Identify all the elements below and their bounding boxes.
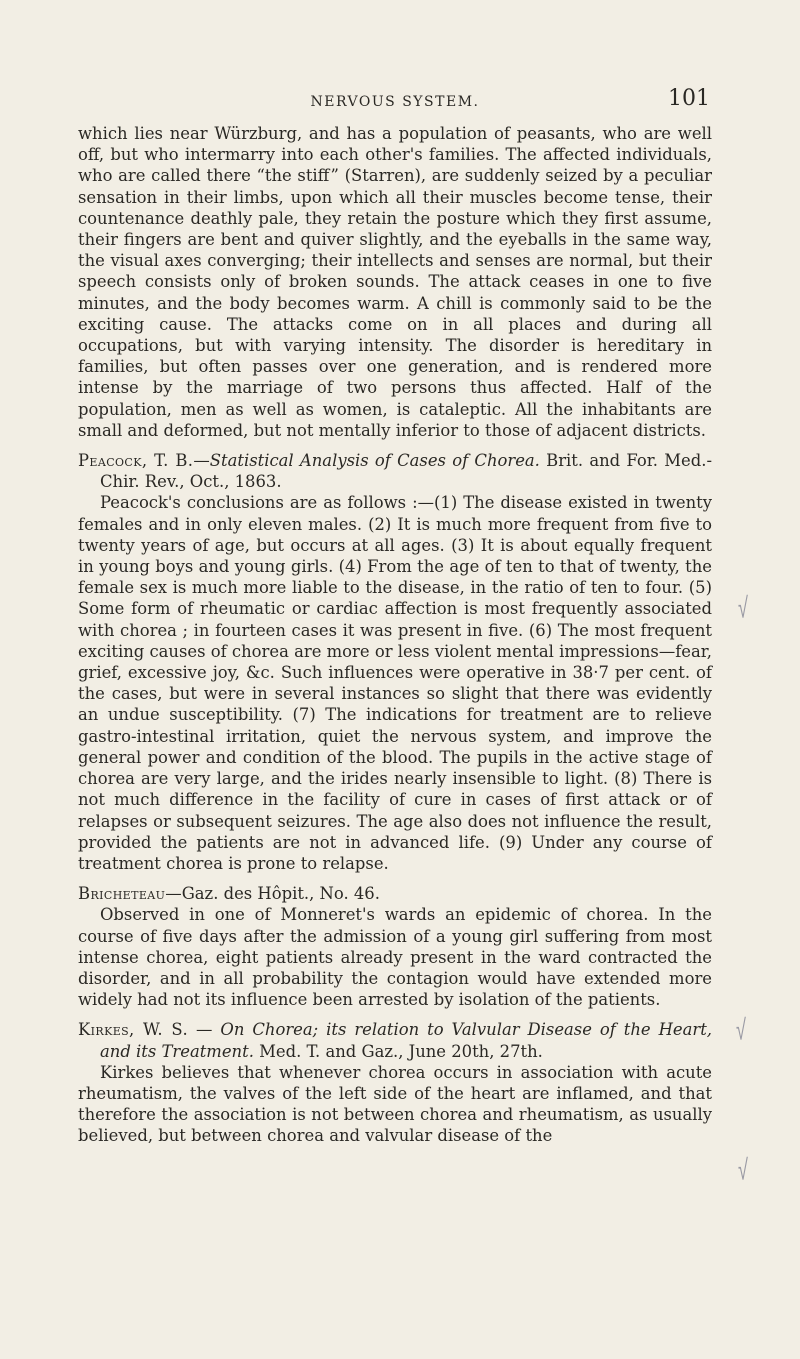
entry-author: Bricheteau	[78, 884, 166, 904]
margin-checkmark: √	[736, 1013, 746, 1048]
entry-body-kirkes: Kirkes believes that whenever chorea occurs in association with acute rheumatism, the valves of the left side of the heart are inflamed, and that therefore the association is not between chorea and rheumatism, as usually believed, but between chorea and valvular disease of the	[78, 1062, 712, 1146]
entry-author: Peacock, T. B.	[78, 451, 194, 471]
margin-checkmark: √	[738, 1153, 748, 1188]
running-head	[80, 86, 710, 116]
entry-heading-bricheteau	[78, 883, 712, 904]
running-title: NERVOUS SYSTEM.	[310, 94, 480, 110]
entry-heading-peacock: Peacock, T. B.—Statistical Analysis of Cases of Chorea. Brit. and For. Med.-Chir. Rev., Oct., 1863.	[78, 451, 712, 492]
intro-paragraph: which lies near Würzburg, and has a population of peasants, who are well off, but who intermarry into each other's families. The affected individuals, who are called there “the stiff” (Starren), are suddenly seized by a peculiar sensation in their limbs, upon which all their muscles become tense, their countenance deathly pale, they retain the posture which they first assume, their fingers are bent and quiver slightly, and the eyeballs in the same way, the visual axes converging; their intellects and senses are normal, but their speech consists only of broken sounds. The attack ceases in one to five minutes, and the body becomes warm. A chill is commonly said to be the exciting cause. The attacks come on in all places and during all occupations, but with varying intensity. The disorder is hereditary in families, but often passes over one generation, and is rendered more intense by the marriage of two persons thus affected. Half of the population, men as well as women, is cataleptic. All the inhabitants are small and deformed, but not mentally inferior to those of adjacent districts.	[78, 124, 712, 440]
entry-source: —Gaz. des Hôpit., No. 46.	[165, 884, 380, 904]
entry-heading-kirkes: Kirkes, W. S. — On Chorea; its relation to Valvular Disease of the Heart, and its Treatment. Med. T. and Gaz., June 20th, 27th.	[78, 1020, 713, 1061]
entry-author: Kirkes, W. S.	[78, 1020, 189, 1040]
entry-source: Brit. and For. Med.-Chir. Rev., Oct., 1863.	[100, 451, 712, 492]
entry-title: Statistical Analysis of Cases of Chorea.	[209, 451, 540, 471]
entry-title: On Chorea; its relation to Valvular Disease of the Heart, and its Treatment.	[100, 1020, 713, 1061]
margin-checkmark: √	[738, 591, 748, 626]
entry-source: Med. T. and Gaz., June 20th, 27th.	[259, 1041, 543, 1061]
page-number: 101	[668, 86, 710, 111]
entry-body-bricheteau: Observed in one of Monneret's wards an epidemic of chorea. In the course of five days after the admission of a young girl suffering from most intense chorea, eight patients already present in the ward contracted the disorder, and in all probability the contagion would have extended more widely had not its influence been arrested by isolation of the patients.	[78, 905, 712, 1010]
body-text	[78, 123, 712, 1147]
entry-body-peacock: Peacock's conclusions are as follows :—(1) The disease existed in twenty females and in only eleven males. (2) It is much more frequent from five to twenty years of age, but occurs at all ages. (3) It is about equally frequent in young boys and young girls. (4) From the age of ten to that of twenty, the female sex is much more liable to the disease, in the ratio of ten to four. (5) Some form of rheumatic or cardiac affection is most frequently associated with chorea ; in fourteen cases it was present in five. (6) The most frequent exciting causes of chorea are more or less violent mental impressions—fear, grief, excessive joy, &c. Such influences were operative in 38·7 per cent. of the cases, but were in several instances so slight that there was evidently an undue susceptibility. (7) The indications for treatment are to relieve gastro-intestinal irritation, quiet the nervous system, and improve the general power and condition of the blood. The pupils in the active stage of chorea are very large, and the irides nearly insensible to light. (8) There is not much difference in the facility of cure in cases of first attack or of relapses or subsequent seizures. The age also does not influence the result, provided the patients are not in advanced life. (9) Under any course of treatment chorea is prone to relapse.	[78, 493, 712, 873]
